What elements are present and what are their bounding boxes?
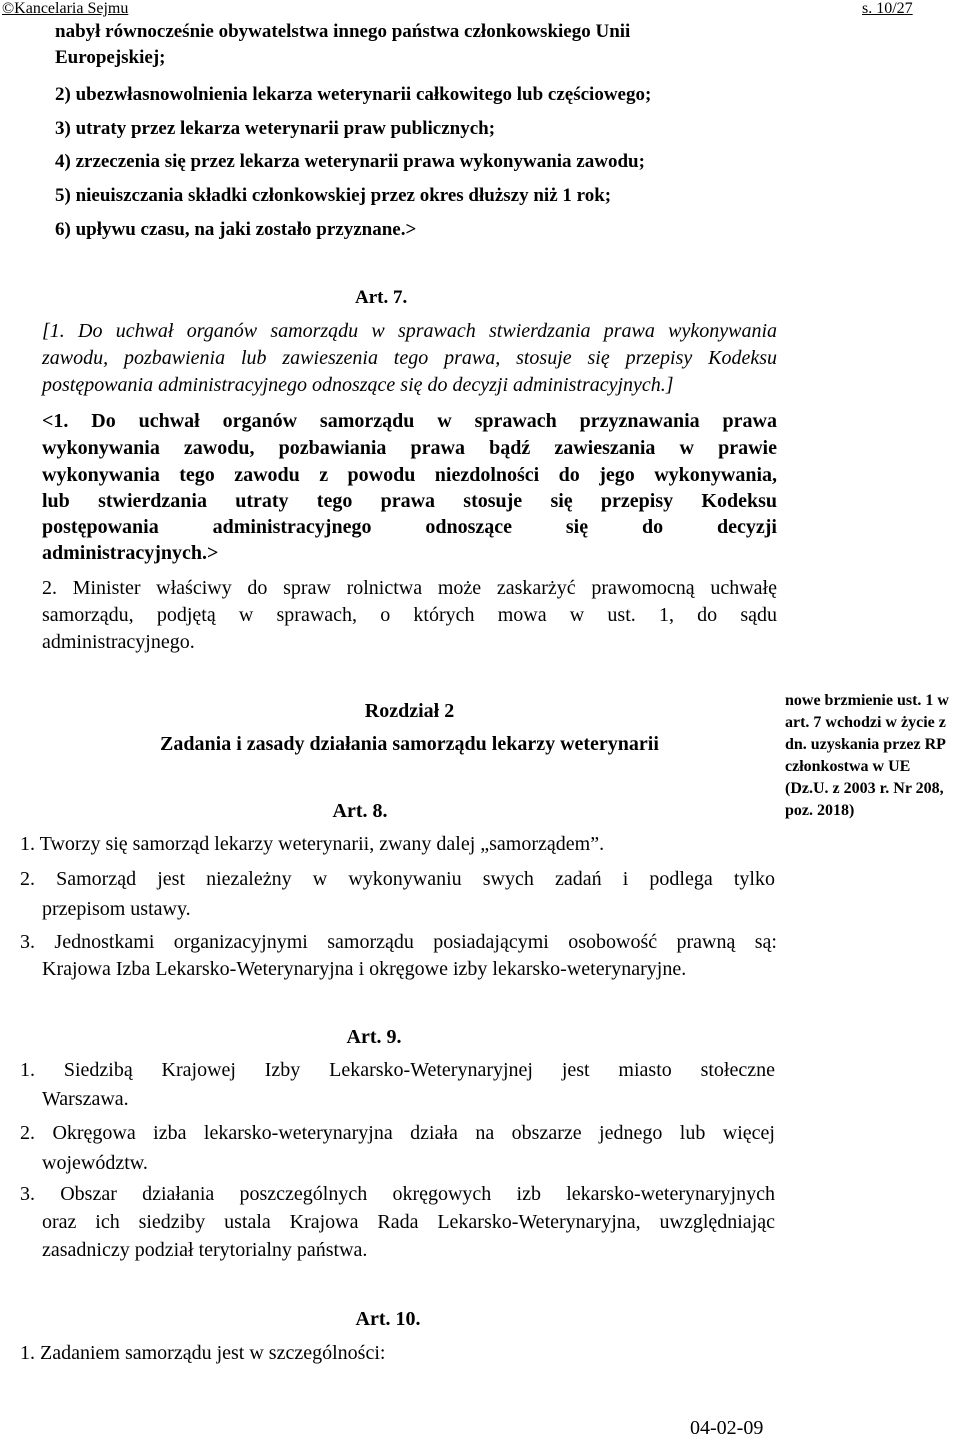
art-7-ust-2-line-2: samorządu, podjętą w sprawach, o których mowa w ust. 1, do sądu — [42, 604, 777, 626]
art-8-ust-3-line-2: Krajowa Izba Lekarsko-Weterynaryjna i okręgowe izby lekarsko-weterynaryjne. — [42, 958, 687, 980]
list-item-3: 3) utraty przez lekarza weterynarii praw publicznych; — [55, 118, 496, 139]
list-item-5: 5) nieuiszczania składki członkowskiej przez okres dłuższy niż 1 rok; — [55, 185, 612, 206]
list-item-4: 4) zrzeczenia się przez lekarza weterynarii prawa wykonywania zawodu; — [55, 151, 645, 172]
list-continuation-line-2: Europejskiej; — [55, 47, 166, 68]
art-7-old-ust-1-line-1: [1. Do uchwał organów samorządu w sprawach stwierdzania prawa wykonywania — [42, 320, 777, 342]
art-9-ust-1-line-1: 1. Siedzibą Krajowej Izby Lekarsko-Weterynaryjnej jest miasto stołeczne — [20, 1059, 775, 1081]
list-item-6: 6) upływu czasu, na jaki zostało przyznane.> — [55, 219, 417, 240]
art-7-old-ust-1-line-2: zawodu, pozbawienia lub zawieszenia tego prawa, stosuje się przepisy Kodeksu — [42, 347, 777, 369]
art-8-ust-2-line-2: przepisom ustawy. — [42, 898, 191, 920]
art-7-new-ust-1-line-2: wykonywania zawodu, pozbawiania prawa bądź zawieszania w prawie — [42, 437, 777, 459]
art-7-new-ust-1-line-4: lub stwierdzania utraty tego prawa stosuje się przepisy Kodeksu — [42, 490, 777, 512]
list-item-2: 2) ubezwłasnowolnienia lekarza weterynarii całkowitego lub częściowego; — [55, 84, 652, 105]
art-7-new-ust-1-line-5: postępowania administracyjnego odnoszące się do decyzji — [42, 516, 777, 538]
footer-code: 04-02-09 — [690, 1417, 764, 1439]
art-9-ust-3-line-1: 3. Obszar działania poszczególnych okręgowych izb lekarsko-weterynaryjnych — [20, 1183, 775, 1205]
list-continuation-line-1: nabył równocześnie obywatelstwa innego państwa członkowskiego Unii — [55, 21, 631, 42]
art-7-title: Art. 7. — [355, 287, 408, 308]
art-9-ust-1-line-2: Warszawa. — [42, 1088, 129, 1110]
art-9-ust-3-line-3: zasadniczy podział terytorialny państwa. — [42, 1239, 368, 1261]
header-page-number-link[interactable]: s. 10/27 — [862, 0, 913, 17]
header-right[interactable] — [862, 0, 913, 18]
side-note: nowe brzmienie ust. 1 w art. 7 wchodzi w życie z dn. uzyskania przez RP członkostwa w UE (Dz.U. z 2003 r. Nr 208, poz. 2018) — [785, 692, 949, 819]
art-7-new-ust-1-line-1: <1. Do uchwał organów samorządu w sprawach przyznawania prawa — [42, 410, 777, 432]
art-7-old-ust-1-line-3: postępowania administracyjnego odnoszące się do decyzji administracyjnych.] — [42, 374, 674, 396]
art-7-new-ust-1-line-6: administracyjnych.> — [42, 542, 219, 564]
art-10-ust-1: 1. Zadaniem samorządu jest w szczególności: — [20, 1342, 386, 1364]
art-7-new-ust-1-line-3: wykonywania tego zawodu z powodu niezdolności do jego wykonywania, — [42, 464, 777, 486]
art-7-ust-2-line-3: administracyjnego. — [42, 631, 195, 653]
header-kancelaria-link[interactable]: ©Kancelaria Sejmu — [2, 0, 129, 17]
art-8-ust-1: 1. Tworzy się samorząd lekarzy weterynarii, zwany dalej „samorządem”. — [20, 833, 605, 855]
art-9-ust-2-line-2: województw. — [42, 1152, 148, 1174]
art-7-ust-2-line-1: 2. Minister właściwy do spraw rolnictwa może zaskarżyć prawomocną uchwałę — [42, 577, 777, 599]
art-9-ust-2-line-1: 2. Okręgowa izba lekarsko-weterynaryjna działa na obszarze jednego lub więcej — [20, 1122, 775, 1144]
header-left[interactable] — [2, 0, 128, 18]
art-9-ust-3-line-2: oraz ich siedziby ustala Krajowa Rada Lekarsko-Weterynaryjna, uwzględniając — [42, 1211, 775, 1233]
chapter-number: Rozdział 2 — [364, 700, 455, 722]
chapter-title: Zadania i zasady działania samorządu lekarzy weterynarii — [160, 733, 659, 755]
art-9-title: Art. 9. — [346, 1026, 402, 1048]
art-10-title: Art. 10. — [355, 1308, 421, 1330]
art-8-ust-3-line-1: 3. Jednostkami organizacyjnymi samorządu posiadającymi osobowość prawną są: — [20, 931, 777, 953]
art-8-title: Art. 8. — [332, 800, 388, 822]
art-8-ust-2-line-1: 2. Samorząd jest niezależny w wykonywaniu swych zadań i podlega tylko — [20, 868, 775, 890]
